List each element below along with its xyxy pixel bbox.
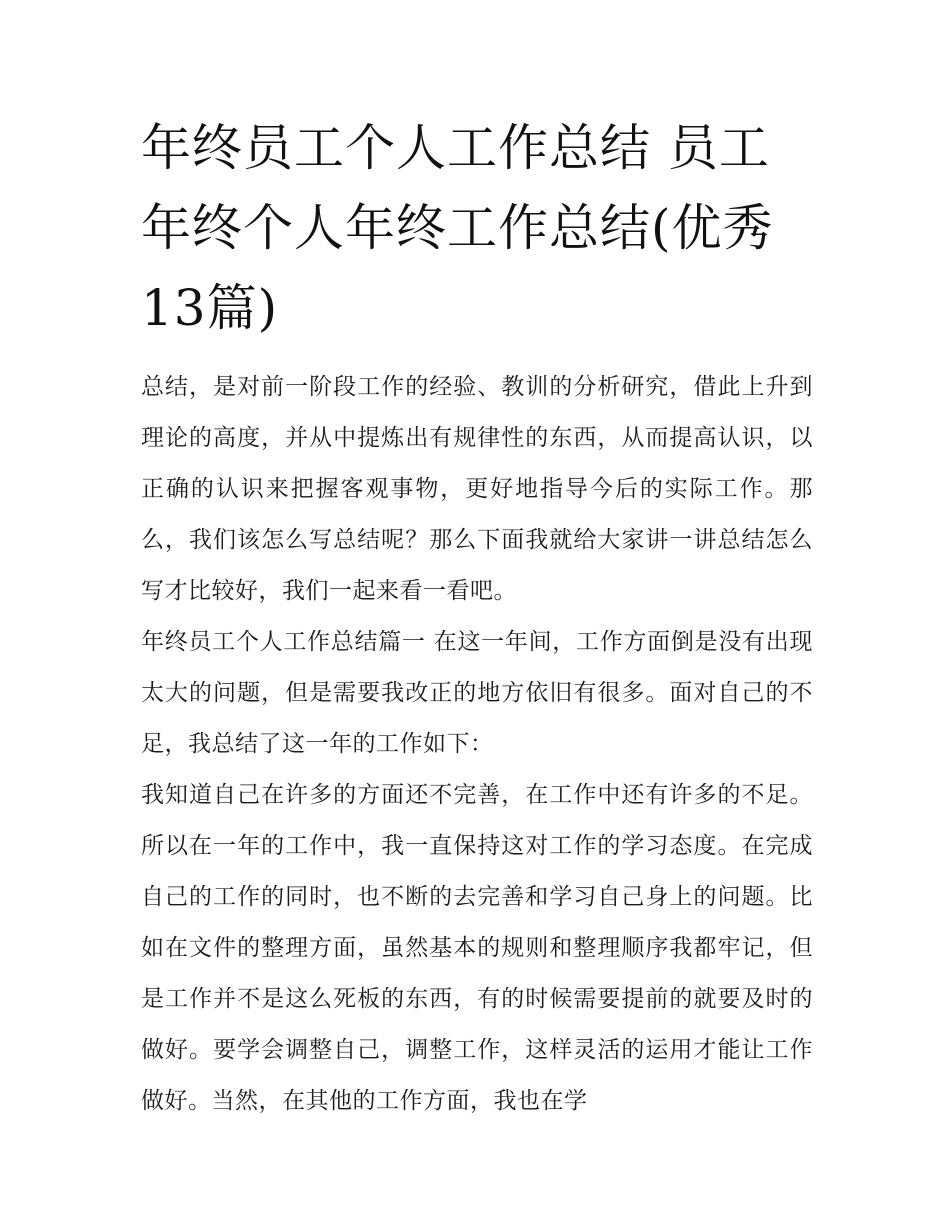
paragraph-section-one: 年终员工个人工作总结篇一 在这一年间，工作方面倒是没有出现太大的问题，但是需要我改正的地方依旧有很多。面对自己的不足，我总结了这一年的工作如下： [141, 629, 813, 757]
document-title: 年终员工个人工作总结 员工年终个人年终工作总结(优秀13篇) [141, 119, 774, 337]
document-body [141, 362, 813, 1127]
paragraph-intro: 总结，是对前一阶段工作的经验、教训的分析研究，借此上升到理论的高度，并从中提炼出有规律性的东西，从而提高认识，以正确的认识来把握客观事物，更好地指导今后的实际工作。那么，我们该怎么写总结呢？那么下面我就给大家讲一讲总结怎么写才比较好，我们一起来看一看吧。 [141, 374, 813, 604]
paragraph-self-improvement: 我知道自己在许多的方面还不完善，在工作中还有许多的不足。所以在一年的工作中，我一直保持这对工作的学习态度。在完成自己的工作的同时，也不断的去完善和学习自己身上的问题。比如在文件的整理方面，虽然基本的规则和整理顺序我都牢记，但是工作并不是这么死板的东西，有的时候需要提前的就要及时的做好。要学会调整自己，调整工作，这样灵活的运用才能让工作做好。当然，在其他的工作方面，我也在学 [141, 782, 813, 1114]
document-content [141, 108, 813, 1127]
